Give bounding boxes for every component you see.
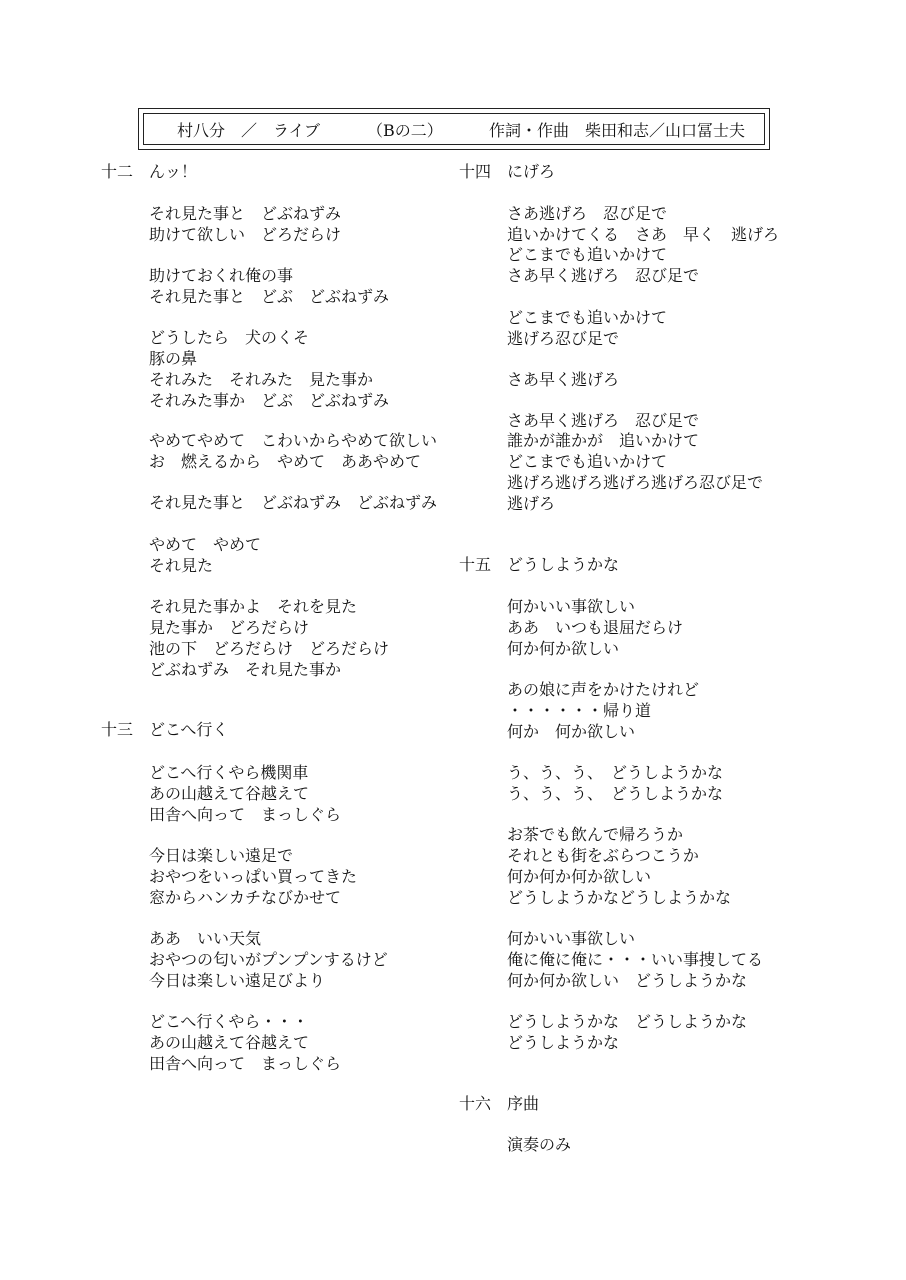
section-15-title — [459, 555, 619, 575]
lyric-line: ああ いい天気 — [149, 929, 262, 948]
lyric-line: どぶねずみ それ見た事か — [149, 660, 342, 679]
lyric-line: どうしようかな どうしようかな — [507, 1012, 748, 1031]
lyric-line: 助けておくれ俺の事 — [149, 266, 294, 285]
lyric-line: 誰かが誰かが 追いかけて — [507, 431, 700, 450]
lyric-line: さあ逃げろ 忍び足で — [507, 204, 668, 223]
lyric-line: 何か何か欲しい どうしようかな — [507, 971, 748, 990]
lyric-line: あの山越えて谷越えて — [149, 784, 310, 803]
lyric-line: 見た事か どろだらけ — [149, 618, 310, 637]
lyric-line: 逃げろ逃げろ逃げろ逃げろ忍び足で — [507, 473, 764, 492]
lyric-line: 豚の鼻 — [149, 349, 198, 368]
lyric-line: やめてやめて こわいからやめて欲しい — [149, 431, 438, 450]
lyric-line: それ見た事と どぶねずみ どぶねずみ — [149, 493, 438, 512]
header-band: 村八分 ／ ライブ — [177, 121, 321, 140]
lyric-line: 窓からハンカチなびかせて — [149, 888, 342, 907]
lyric-line: ああ いつも退屈だらけ — [507, 618, 684, 637]
section-title-text: 序曲 — [507, 1094, 540, 1113]
lyric-line: お茶でも飲んで帰ろうか — [507, 825, 684, 844]
section-title-text: どうしようかな — [507, 555, 620, 574]
lyric-line: どこまでも追いかけて — [507, 452, 668, 471]
lyric-line: ・・・・・・帰り道 — [507, 701, 652, 720]
lyric-line: 池の下 どろだらけ どろだらけ — [149, 639, 390, 658]
lyric-line: 田舎へ向って まっしぐら — [149, 1054, 342, 1073]
lyric-line: 俺に俺に俺に・・・いい事捜してる — [507, 950, 764, 969]
lyric-line: お 燃えるから やめて ああやめて — [149, 452, 422, 471]
lyric-line: それみた事か どぶ どぶねずみ — [149, 391, 390, 410]
lyric-line: 今日は楽しい遠足びより — [149, 971, 326, 990]
lyric-line: あの山越えて谷越えて — [149, 1033, 310, 1052]
section-13-title — [101, 720, 228, 740]
lyric-line: さあ早く逃げろ 忍び足で — [507, 266, 700, 285]
lyric-line: 助けて欲しい どろだらけ — [149, 225, 342, 244]
header-box — [138, 108, 770, 150]
lyric-line: 何か 何か欲しい — [507, 722, 636, 741]
lyric-line: やめて やめて — [149, 535, 262, 554]
lyric-line: う、う、う、 どうしようかな — [507, 763, 724, 782]
lyric-line: どこまでも追いかけて — [507, 308, 668, 327]
lyric-line: う、う、う、 どうしようかな — [507, 784, 724, 803]
lyric-line: それ見た事かよ それを見た — [149, 597, 358, 616]
header-side: （Bの二） — [367, 121, 443, 140]
section-12-title — [101, 162, 197, 182]
lyric-line: どうしようかなどうしようかな — [507, 888, 732, 907]
lyric-line: あの娘に声をかけたけれど — [507, 680, 700, 699]
lyric-line: 何かいい事欲しい — [507, 597, 636, 616]
lyric-line: さあ早く逃げろ 忍び足で — [507, 411, 700, 430]
section-16-title — [459, 1094, 539, 1114]
header-credits: 作詞・作曲 柴田和志／山口冨士夫 — [489, 121, 746, 140]
lyric-line: どこへ行くやら機関車 — [149, 763, 309, 782]
lyric-line: それ見た事と どぶねずみ — [149, 204, 342, 223]
lyric-line: 何かいい事欲しい — [507, 929, 636, 948]
section-title-text: んッ！ — [149, 162, 198, 181]
lyric-line: 逃げろ忍び足で — [507, 329, 620, 348]
lyric-line: 逃げろ — [507, 494, 556, 513]
lyric-line: どこまでも追いかけて — [507, 245, 668, 264]
lyric-line: 追いかけてくる さあ 早く 逃げろ — [507, 225, 780, 244]
lyric-line: それ見た事と どぶ どぶねずみ — [149, 287, 390, 306]
section-number: 十二 — [101, 162, 134, 181]
lyric-line: どうしたら 犬のくそ — [149, 328, 310, 347]
lyric-line: どこへ行くやら・・・ — [149, 1012, 309, 1031]
lyric-line: それとも街をぶらつこうか — [507, 846, 699, 865]
lyric-line: おやつの匂いがプンプンするけど — [149, 950, 388, 969]
lyric-line: 何か何か何か欲しい — [507, 867, 652, 886]
section-number: 十五 — [459, 555, 492, 574]
lyric-line: どうしようかな — [507, 1033, 620, 1052]
section-number: 十四 — [459, 162, 492, 181]
section-title-text: にげろ — [507, 162, 556, 181]
lyric-line: さあ早く逃げろ — [507, 370, 620, 389]
lyric-line: 何か何か欲しい — [507, 639, 620, 658]
lyric-line: 今日は楽しい遠足で — [149, 846, 294, 865]
section-14-title — [459, 162, 555, 182]
section-number: 十六 — [459, 1094, 492, 1113]
section-number: 十三 — [101, 720, 134, 739]
lyric-line: 田舎へ向って まっしぐら — [149, 805, 342, 824]
lyric-line: おやつをいっぱい買ってきた — [149, 867, 358, 886]
section-title-text: どこへ行く — [149, 720, 229, 739]
lyric-line: 演奏のみ — [507, 1135, 572, 1154]
lyric-line: それ見た — [149, 556, 214, 575]
lyric-line: それみた それみた 見た事か — [149, 370, 374, 389]
